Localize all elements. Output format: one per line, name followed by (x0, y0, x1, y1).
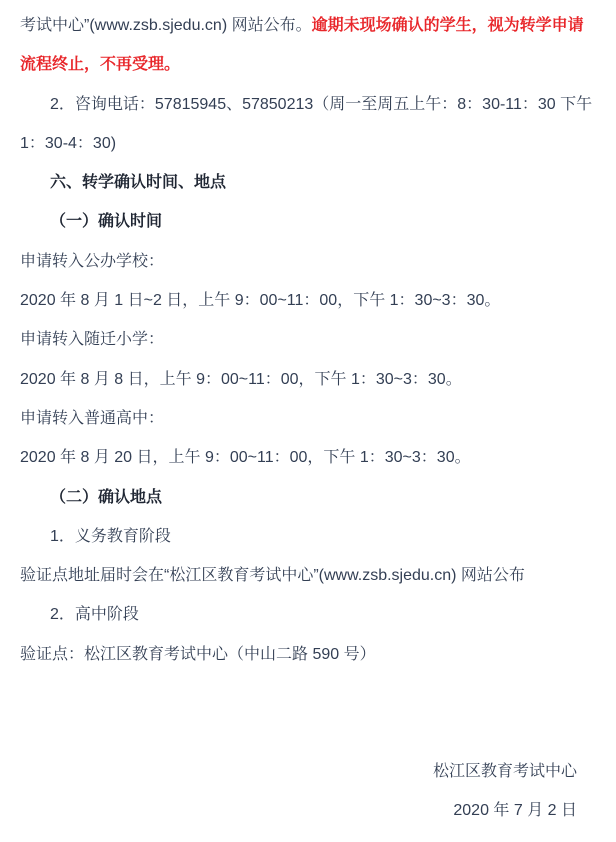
paragraph-time-public-school: 2020 年 8 月 1 日~2 日，上午 9：00~11：00，下午 1：30~3：30。 (20, 292, 501, 310)
deadline-warning-text: 逾期未现场确认的学生，视为转学申请流程终止，不再受理。 (20, 17, 584, 74)
heading-section-6: 六、转学确认时间、地点 (50, 174, 227, 192)
paragraph-publish-and-deadline-warning (20, 6, 596, 85)
signature-org: 松江区教育考试中心 (432, 763, 577, 781)
paragraph-stage-compulsory: 1．义务教育阶段 (50, 527, 171, 545)
paragraph-apply-regular-highschool: 申请转入普通高中： (20, 409, 165, 427)
paragraph-apply-public-school: 申请转入公办学校： (20, 252, 165, 270)
paragraph-stage-highschool: 2．高中阶段 (50, 606, 139, 624)
publish-text: 考试中心”(www.zsb.sjedu.cn) 网站公布。 (20, 17, 312, 34)
signature-block (20, 752, 596, 831)
paragraph-place-highschool: 验证点：松江区教育考试中心（中山二路 590 号） (20, 645, 376, 663)
heading-confirm-time: （一）确认时间 (50, 213, 163, 231)
paragraph-place-compulsory: 验证点地址届时会在“松江区教育考试中心”(www.zsb.sjedu.cn) 网站公布 (20, 567, 525, 585)
paragraph-time-migrant-primary: 2020 年 8 月 8 日，上午 9：00~11：00，下午 1：30~3：30。 (20, 370, 462, 388)
paragraph-consult-phone: 2．咨询电话：57815945、57850213（周一至周五上午：8：30-11：30 下午 1：30-4：30) (20, 95, 593, 152)
paragraph-time-regular-highschool: 2020 年 8 月 20 日，上午 9：00~11：00，下午 1：30~3：30。 (20, 449, 471, 467)
heading-confirm-place: （二）确认地点 (50, 488, 163, 506)
signature-date: 2020 年 7 月 2 日 (453, 802, 577, 820)
paragraph-apply-migrant-primary: 申请转入随迁小学： (20, 331, 165, 349)
